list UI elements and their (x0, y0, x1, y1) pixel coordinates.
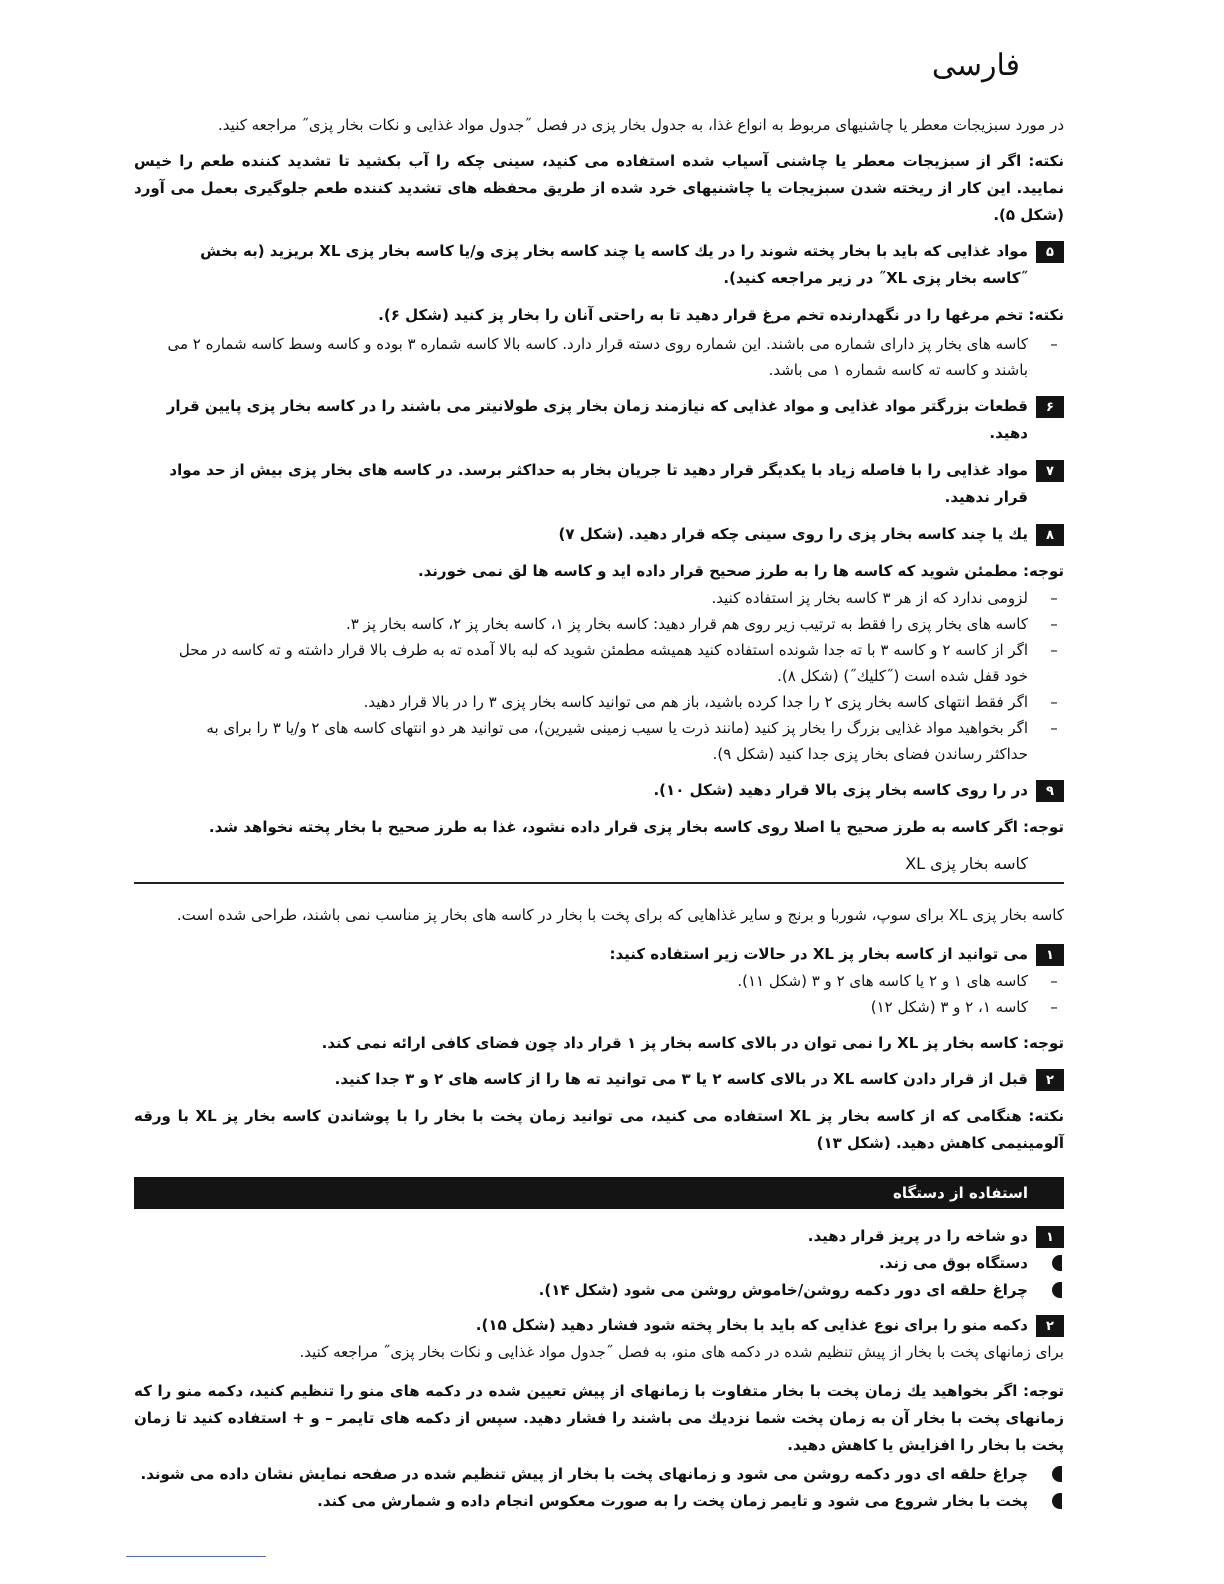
step-number: ۷ (1036, 460, 1064, 482)
result-bullet-icon (1052, 1466, 1062, 1482)
use-step-1-results (134, 1250, 1064, 1304)
xl-step-2 (134, 1066, 1064, 1093)
dash-icon: – (1050, 719, 1058, 737)
step-text: مواد غذایی که باید با بخار پخته شوند را در یك کاسه یا چند کاسه بخار پزی و/یا کاسه بخار پزی XL بریزید (به بخش ˝کاسه بخار پزی XL˝ در زیر مراجعه کنید). (200, 242, 1028, 287)
list-item: – اگر فقط انتهای کاسه بخار پزی ۲ را جدا کرده باشید، باز هم می توانید کاسه بخار پزی ۳ را در بالا قرار دهید. (134, 689, 1064, 715)
result-bullet-icon (1052, 1255, 1062, 1271)
tip-flavour: نکته: اگر از سبزیجات معطر یا چاشنی آسیاب شده استفاده می کنید، سینی چکه را آب بکشید تا تشدید کننده طعم را خیس نمایید. این کار از ریخته شدن سبزیجات یا چاشنیهای خرد شده از طریق محفظه های تشدید کننده طعم جلوگیری بعمل می آورد (شکل ۵). (134, 152, 1064, 224)
step-7 (134, 457, 1064, 511)
use-step-2 (134, 1312, 1064, 1339)
list-item: – کاسه های بخار پز دارای شماره می باشند. این شماره روی دسته قرار دارد. کاسه بالا کاسه شماره ۳ بوده و کاسه وسط کاسه شماره ۲ می باشند و کاسه ته کاسه شماره ۱ می باشد. (134, 331, 1064, 383)
list-item: چراغ حلقه ای دور دکمه روشن/خاموش روشن می شود (شکل ۱۴). (134, 1277, 1064, 1304)
dash-icon: – (1050, 641, 1058, 659)
dash-icon: – (1050, 589, 1058, 607)
xl-combinations-list (134, 968, 1064, 1020)
list-item: – اگر از کاسه ۲ و کاسه ۳ با ته جدا شونده استفاده کنید همیشه مطمئن شوید که لبه بالا آمده ته به طرف بالا قرار داشته و ته کاسه در محل خود قفل شده است (˝کلیك˝) (شکل ۸). (134, 637, 1064, 689)
footer-rule (126, 1556, 266, 1557)
step-number: ۶ (1036, 396, 1064, 418)
menu-times-paragraph: برای زمانهای پخت با بخار از پیش تنظیم شده در دکمه های منو، به فصل ˝جدول مواد غذایی و نکات بخار پزی˝ مراجعه کنید. (299, 1343, 1064, 1361)
list-item: دستگاه بوق می زند. (134, 1250, 1064, 1277)
note-lid: توجه: اگر کاسه به طرز صحیح یا اصلا روی کاسه بخار پزی قرار داده نشود، غذا به طرز صحیح با بخار پخته نخواهد شد. (208, 818, 1064, 836)
xl-intro: کاسه بخار پزی XL برای سوپ، شوربا و برنج و سایر غذاهایی که برای پخت با بخار در کاسه های بخار پز مناسب نمی باشند، طراحی شده است. (176, 906, 1064, 924)
xl-note: توجه: کاسه بخار پز XL را نمی توان در بالای کاسه بخار پز ۱ قرار داد چون فضای کافی ارائه نمی کند. (321, 1034, 1064, 1052)
step-9 (134, 777, 1064, 804)
dash-icon: – (1050, 972, 1058, 990)
note-bowls-list (134, 585, 1064, 767)
step-number: ۹ (1036, 780, 1064, 802)
list-item: – کاسه های ۱ و ۲ یا کاسه های ۲ و ۳ (شکل ۱۱). (134, 968, 1064, 994)
list-item: چراغ حلقه ای دور دکمه روشن می شود و زمانهای پخت با بخار از پیش تنظیم شده در صفحه نمایش نشان داده می شوند. (134, 1461, 1064, 1488)
dash-icon: – (1050, 693, 1058, 711)
step-number: ۲ (1036, 1315, 1064, 1337)
list-item: – لزومی ندارد که از هر ۳ کاسه بخار پز استفاده کنید. (134, 585, 1064, 611)
content-flow (134, 112, 1064, 1523)
step-8 (134, 521, 1064, 548)
step-number: ۵ (1036, 241, 1064, 263)
xl-section-heading: کاسه بخار پزی XL (134, 850, 1064, 884)
tip-eggs: نکته: تخم مرغها را در نگهدارنده تخم مرغ قرار دهید تا به راحتی آنان را بخار پز کنید (شکل ۶). (378, 306, 1064, 324)
language-title: فارسی (931, 48, 1020, 83)
step-number: ۱ (1036, 1226, 1064, 1248)
use-step-1 (134, 1223, 1064, 1250)
step-6 (134, 393, 1064, 447)
step-text: یك یا چند کاسه بخار پزی را روی سینی چکه قرار دهید. (شکل ۷) (558, 525, 1028, 543)
section-heading-bar: استفاده از دستگاه (134, 1177, 1064, 1209)
list-item: – کاسه های بخار پزی را فقط به ترتیب زیر روی هم قرار دهید: کاسه بخار پز ۱، کاسه بخار پز ۲، کاسه بخار پز ۳. (134, 611, 1064, 637)
result-bullet-icon (1052, 1493, 1062, 1509)
intro-paragraph: در مورد سبزیجات معطر یا چاشنیهای مربوط به انواع غذا، به جدول بخار پزی در فصل ˝جدول مواد غذایی و نکات بخار پزی˝ مراجعه کنید. (218, 116, 1064, 134)
step-text: می توانید از کاسه بخار پز XL در حالات زیر استفاده کنید: (609, 945, 1028, 963)
list-item: – اگر بخواهید مواد غذایی بزرگ را بخار پز کنید (مانند ذرت یا سیب زمینی شیرین)، می توانید هر دو انتهای کاسه های ۲ و/یا ۳ را برای به حداکثر رساندن فضای بخار پزی جدا کنید (شکل ۹). (134, 715, 1064, 767)
step-number: ۲ (1036, 1069, 1064, 1091)
result-bullet-icon (1052, 1282, 1062, 1298)
list-item: – کاسه ۱، ۲ و ۳ (شکل ۱۲) (134, 994, 1064, 1020)
bowl-numbering-list (134, 331, 1064, 383)
note-bowls: توجه: مطمئن شوید که کاسه ها را به طرز صحیح قرار داده اید و کاسه ها لق نمی خورند. (417, 562, 1064, 580)
step-number: ۱ (1036, 944, 1064, 966)
list-item: پخت با بخار شروع می شود و تایمر زمان پخت را به صورت معکوس انجام داده و شمارش می کند. (134, 1488, 1064, 1515)
step-text: مواد غذایی را با فاصله زیاد با یکدیگر قرار دهید تا جریان بخار به حداکثر برسد. در کاسه های بخار پزی بیش از حد مواد قرار ندهید. (169, 461, 1028, 506)
xl-step-1 (134, 941, 1064, 968)
step-text: دو شاخه را در پریز قرار دهید. (807, 1227, 1028, 1245)
dash-icon: – (1050, 335, 1058, 353)
dash-icon: – (1050, 998, 1058, 1016)
use-results (134, 1461, 1064, 1515)
step-text: قبل از قرار دادن کاسه XL در بالای کاسه ۲ یا ۳ می توانید ته ها را از کاسه های ۲ و ۳ جدا کنید. (334, 1070, 1028, 1088)
xl-tip: نکته: هنگامی که از کاسه بخار پز XL استفاده می کنید، می توانید زمان پخت با بخار را با پوشاندن کاسه بخار پز XL با ورقه آلومینیمی کاهش دهید. (شکل ۱۳) (134, 1107, 1065, 1152)
dash-icon: – (1050, 615, 1058, 633)
step-5 (134, 238, 1064, 292)
step-number: ۸ (1036, 524, 1064, 546)
step-text: دکمه منو را برای نوع غذایی که باید با بخار پخته شود فشار دهید (شکل ۱۵). (475, 1316, 1028, 1334)
use-note: توجه: اگر بخواهید یك زمان پخت با بخار متفاوت با زمانهای از پیش تعیین شده در دکمه های منو را تنظیم کنید، دکمه منو را که زمانهای پخت با بخار آن به زمان پخت شما نزدیك می باشند را فشار دهید. سپس از دکمه های تایمر – و + استفاده کنید تا زمان پخت با بخار را افزایش یا کاهش دهید. (134, 1382, 1064, 1454)
step-text: قطعات بزرگتر مواد غذایی و مواد غذایی که نیازمند زمان بخار پزی طولانیتر می باشند را در کاسه بخار پزی پایین قرار دهید. (166, 397, 1028, 442)
step-text: در را روی کاسه بخار پزی بالا قرار دهید (شکل ۱۰). (653, 781, 1028, 799)
